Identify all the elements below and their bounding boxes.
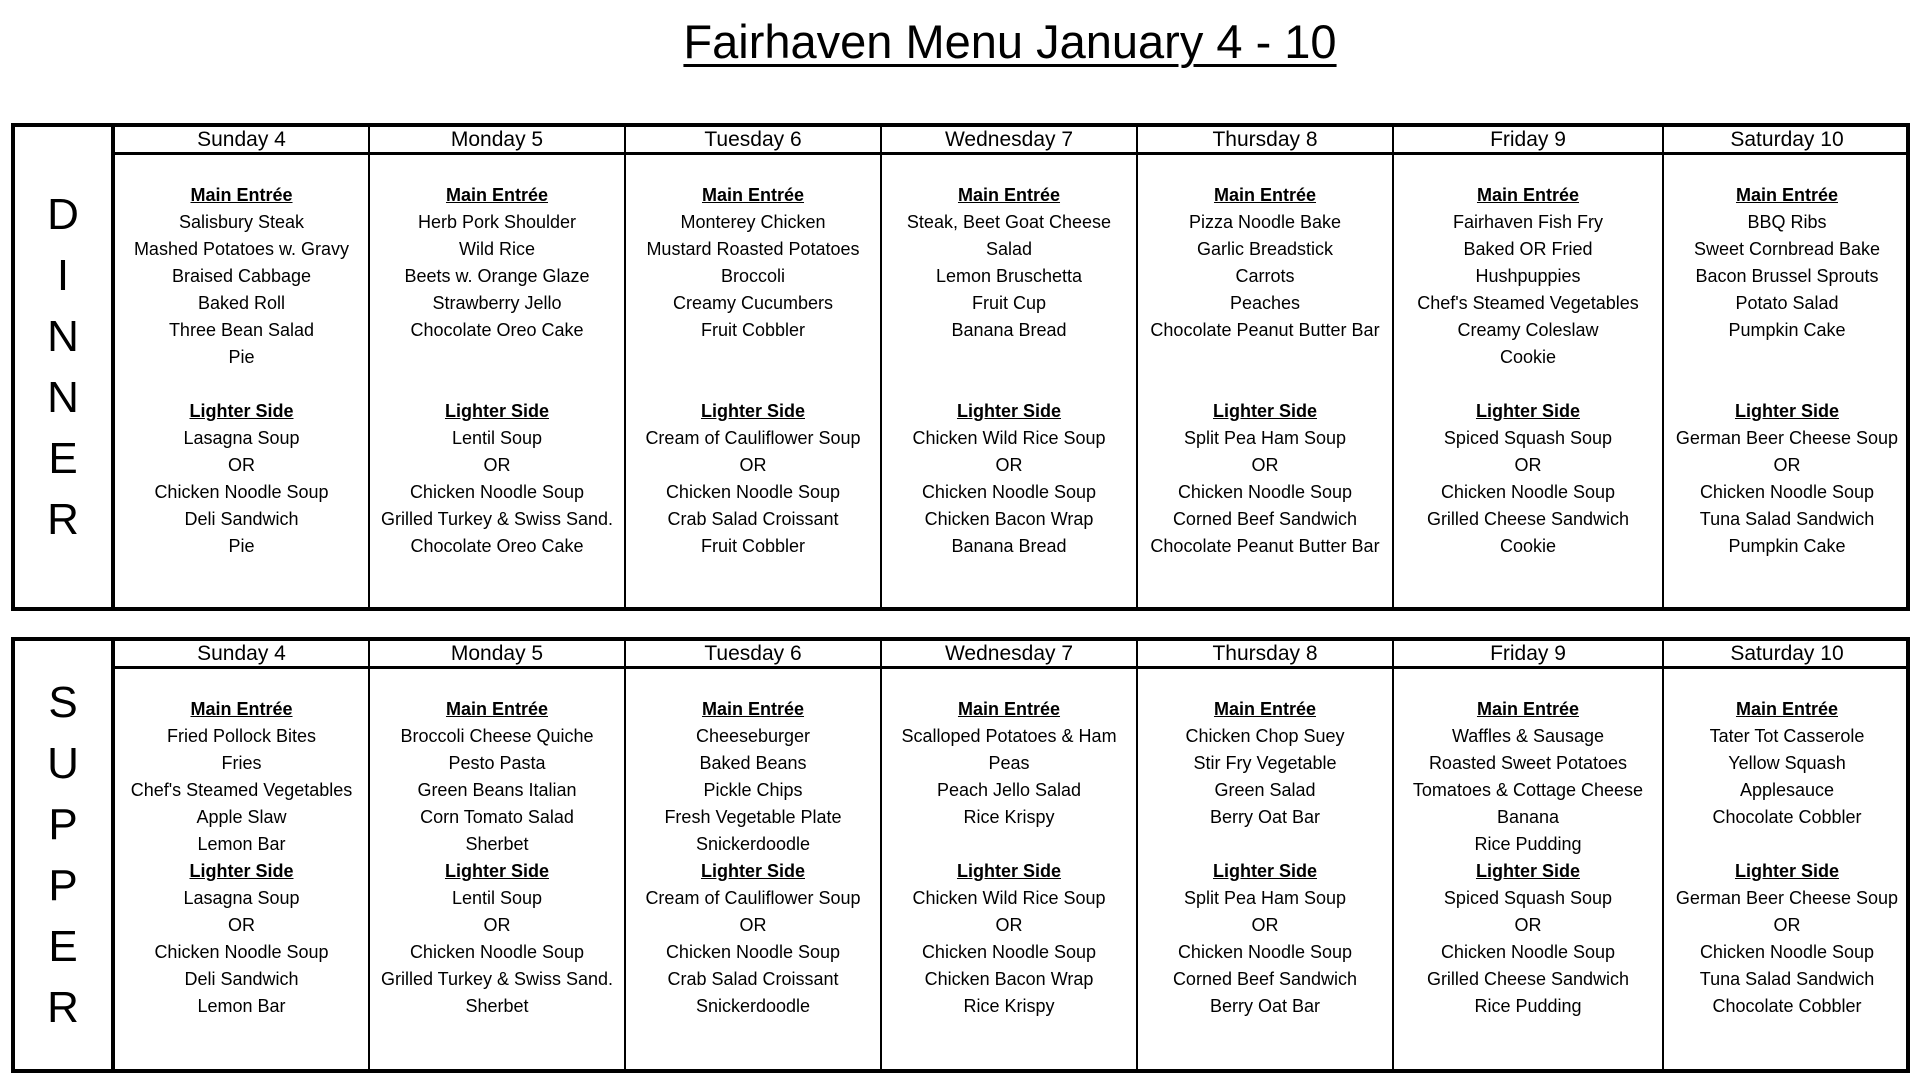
menu-item: Rice Krispy <box>963 807 1055 827</box>
side-label-letter: P <box>48 800 78 849</box>
day-column <box>882 641 1138 1069</box>
day-header: Monday 5 <box>370 641 624 669</box>
menu-item: German Beer Cheese Soup <box>1675 428 1899 448</box>
lighter-side-block <box>1664 398 1910 560</box>
lighter-side-block <box>1394 858 1662 1020</box>
day-menu <box>1664 669 1910 1020</box>
menu-item: Stir Fry Vegetable <box>1193 753 1337 773</box>
menu-item: Green Salad <box>1214 780 1316 800</box>
menu-item: Banana Bread <box>951 536 1067 556</box>
day-menu <box>882 669 1136 1020</box>
menu-item: OR <box>739 915 767 935</box>
menu-item: Fries <box>221 753 262 773</box>
main-entree-heading: Main Entrée <box>445 699 549 719</box>
supper-side-label <box>15 641 115 1069</box>
dinner-section <box>11 123 1910 611</box>
dinner-side-label <box>15 127 115 607</box>
menu-item: Pumpkin Cake <box>1728 320 1846 340</box>
menu-item: Broccoli <box>720 266 786 286</box>
menu-item: OR <box>1251 915 1279 935</box>
lighter-side-heading: Lighter Side <box>189 861 294 881</box>
day-header: Friday 9 <box>1394 641 1662 669</box>
menu-item: Mashed Potatoes w. Gravy <box>133 239 350 259</box>
menu-item: Cookie <box>1499 536 1557 556</box>
menu-item: Fresh Vegetable Plate <box>664 807 842 827</box>
day-column <box>1664 641 1910 1069</box>
menu-item: Chicken Noodle Soup <box>1699 942 1875 962</box>
lighter-side-block <box>1138 858 1392 1020</box>
main-entree-block <box>1138 182 1392 398</box>
menu-item: Salisbury Steak <box>178 212 305 232</box>
side-label-letter: N <box>47 312 79 361</box>
menu-item: Fruit Cobbler <box>700 320 806 340</box>
page-title: Fairhaven Menu January 4 - 10 <box>683 15 1337 68</box>
menu-item: Berry Oat Bar <box>1209 807 1321 827</box>
side-label-letter: R <box>47 495 79 544</box>
menu-item: Lasagna Soup <box>183 888 300 908</box>
menu-item: Sweet Cornbread Bake <box>1693 239 1881 259</box>
menu-item: Cream of Cauliflower Soup <box>645 428 861 448</box>
day-column <box>1138 127 1394 607</box>
menu-item: Chef's Steamed Vegetables <box>1417 293 1639 313</box>
main-entree-block <box>882 182 1136 398</box>
day-columns <box>115 641 1910 1069</box>
menu-item: Tater Tot Casserole <box>1709 726 1865 746</box>
menu-item: Chocolate Cobbler <box>1712 807 1862 827</box>
day-column <box>370 127 626 607</box>
menu-item: Chicken Noodle Soup <box>921 942 1097 962</box>
day-column <box>115 641 370 1069</box>
lighter-side-block <box>370 858 624 1020</box>
lighter-side-block <box>115 858 368 1020</box>
day-menu <box>370 155 624 560</box>
menu-item: Chicken Noodle Soup <box>665 942 841 962</box>
menu-item: Banana Bread <box>951 320 1067 340</box>
menu-item: Strawberry Jello <box>432 293 562 313</box>
menu-item: Grilled Turkey & Swiss Sand. <box>380 969 614 989</box>
main-entree-block <box>882 696 1136 858</box>
menu-item: Hushpuppies <box>1475 266 1581 286</box>
menu-item: Berry Oat Bar <box>1209 996 1321 1016</box>
menu-item: Sherbet <box>465 996 529 1016</box>
menu-item: Chicken Noodle Soup <box>1440 942 1616 962</box>
main-entree-heading: Main Entrée <box>701 699 805 719</box>
menu-item: Roasted Sweet Potatoes <box>1428 753 1628 773</box>
menu-item: Pickle Chips <box>703 780 803 800</box>
menu-item: Creamy Cucumbers <box>672 293 834 313</box>
day-menu <box>1138 669 1392 1020</box>
menu-item: Salad <box>985 239 1033 259</box>
menu-item: Chicken Bacon Wrap <box>924 969 1094 989</box>
main-entree-heading: Main Entrée <box>190 185 293 205</box>
day-column <box>882 127 1138 607</box>
menu-item: Snickerdoodle <box>695 834 811 854</box>
lighter-side-heading: Lighter Side <box>444 861 549 881</box>
menu-item: Lemon Bar <box>197 996 286 1016</box>
menu-item: Chicken Noodle Soup <box>409 482 585 502</box>
day-column <box>1394 127 1664 607</box>
menu-item: Spiced Squash Soup <box>1443 428 1613 448</box>
menu-item: Snickerdoodle <box>695 996 811 1016</box>
menu-item: Chicken Noodle Soup <box>665 482 841 502</box>
menu-item: Chef's Steamed Vegetables <box>130 780 353 800</box>
main-entree-block <box>1394 182 1662 398</box>
menu-item: Chocolate Peanut Butter Bar <box>1150 536 1380 556</box>
menu-item: BBQ Ribs <box>1747 212 1827 232</box>
menu-item: Potato Salad <box>1735 293 1839 313</box>
lighter-side-heading: Lighter Side <box>1734 861 1839 881</box>
main-entree-block <box>1664 696 1910 858</box>
lighter-side-block <box>115 398 368 560</box>
menu-item: Crab Salad Croissant <box>667 969 839 989</box>
lighter-side-block <box>882 858 1136 1020</box>
side-label-letter: S <box>48 678 78 727</box>
menu-item: Corned Beef Sandwich <box>1172 969 1358 989</box>
menu-item: Lentil Soup <box>451 888 543 908</box>
menu-item: OR <box>483 915 511 935</box>
day-header: Thursday 8 <box>1138 641 1392 669</box>
day-header: Saturday 10 <box>1664 641 1910 669</box>
menu-item: Chicken Noodle Soup <box>1177 482 1353 502</box>
menu-item: Cream of Cauliflower Soup <box>645 888 861 908</box>
day-header: Monday 5 <box>370 127 624 155</box>
main-entree-heading: Main Entrée <box>957 699 1061 719</box>
menu-item: Sherbet <box>465 834 529 854</box>
lighter-side-heading: Lighter Side <box>1475 861 1580 881</box>
menu-item: Cookie <box>1499 347 1557 367</box>
menu-item: Waffles & Sausage <box>1451 726 1605 746</box>
menu-item: Grilled Turkey & Swiss Sand. <box>380 509 614 529</box>
day-menu <box>1138 155 1392 560</box>
menu-item: Grilled Cheese Sandwich <box>1426 969 1630 989</box>
day-header: Tuesday 6 <box>626 127 880 155</box>
menu-item: OR <box>1773 455 1801 475</box>
menu-item: Chicken Noodle Soup <box>1177 942 1353 962</box>
day-menu <box>1394 155 1662 560</box>
menu-item: Apple Slaw <box>196 807 287 827</box>
menu-item: Chicken Noodle Soup <box>409 942 585 962</box>
day-column <box>626 127 882 607</box>
menu-item: Applesauce <box>1739 780 1835 800</box>
menu-item: Chicken Wild Rice Soup <box>912 428 1106 448</box>
menu-item: Baked Beans <box>699 753 807 773</box>
menu-item: Tuna Salad Sandwich <box>1699 509 1875 529</box>
day-menu <box>1394 669 1662 1020</box>
menu-item: Braised Cabbage <box>171 266 312 286</box>
day-header: Thursday 8 <box>1138 127 1392 155</box>
main-entree-block <box>1394 696 1662 858</box>
main-entree-heading: Main Entrée <box>1476 699 1580 719</box>
menu-item: Creamy Coleslaw <box>1457 320 1599 340</box>
menu-item: Split Pea Ham Soup <box>1183 888 1347 908</box>
main-entree-heading: Main Entrée <box>1735 185 1839 205</box>
menu-item: Broccoli Cheese Quiche <box>400 726 594 746</box>
menu-item: OR <box>1514 915 1542 935</box>
menu-item: German Beer Cheese Soup <box>1675 888 1899 908</box>
main-entree-block <box>115 696 368 858</box>
menu-item: Rice Krispy <box>963 996 1055 1016</box>
day-header: Wednesday 7 <box>882 127 1136 155</box>
menu-item: Steak, Beet Goat Cheese <box>906 212 1112 232</box>
menu-item: Monterey Chicken <box>680 212 826 232</box>
supper-section <box>11 637 1910 1073</box>
menu-item: OR <box>228 455 255 475</box>
lighter-side-block <box>370 398 624 560</box>
menu-item: Baked OR Fried <box>1463 239 1593 259</box>
menu-item: Peaches <box>1229 293 1301 313</box>
menu-item: Chicken Noodle Soup <box>1699 482 1875 502</box>
menu-item: Pie <box>228 347 255 367</box>
menu-item: Cheeseburger <box>695 726 811 746</box>
lighter-side-heading: Lighter Side <box>956 401 1061 421</box>
menu-item: Baked Roll <box>197 293 286 313</box>
menu-item: Chicken Noodle Soup <box>1440 482 1616 502</box>
lighter-side-heading: Lighter Side <box>1734 401 1839 421</box>
side-label-letter: D <box>47 190 79 239</box>
lighter-side-heading: Lighter Side <box>1475 401 1580 421</box>
lighter-side-heading: Lighter Side <box>189 401 294 421</box>
menu-item: Green Beans Italian <box>417 780 577 800</box>
menu-item: Corned Beef Sandwich <box>1172 509 1358 529</box>
menu-item: Grilled Cheese Sandwich <box>1426 509 1630 529</box>
menu-item: Scalloped Potatoes & Ham <box>901 726 1117 746</box>
menu-item: Garlic Breadstick <box>1196 239 1334 259</box>
menu-item: Chocolate Oreo Cake <box>410 320 584 340</box>
menu-item: Lentil Soup <box>451 428 543 448</box>
side-label-letter: E <box>48 434 78 483</box>
day-column <box>626 641 882 1069</box>
menu-item: Pizza Noodle Bake <box>1188 212 1342 232</box>
menu-item: Corn Tomato Salad <box>420 807 574 827</box>
menu-item: Chicken Bacon Wrap <box>924 509 1094 529</box>
day-column <box>1664 127 1910 607</box>
menu-item: Pumpkin Cake <box>1728 536 1846 556</box>
main-entree-heading: Main Entrée <box>957 185 1061 205</box>
menu-item: OR <box>739 455 767 475</box>
lighter-side-heading: Lighter Side <box>1212 401 1317 421</box>
menu-item: Bacon Brussel Sprouts <box>1695 266 1879 286</box>
menu-item: OR <box>1251 455 1279 475</box>
main-entree-heading: Main Entrée <box>1213 185 1317 205</box>
menu-item: Peas <box>988 753 1030 773</box>
main-entree-block <box>115 182 368 398</box>
day-menu <box>626 155 880 560</box>
main-entree-block <box>626 182 880 398</box>
day-header: Sunday 4 <box>115 127 368 155</box>
lighter-side-block <box>1394 398 1662 560</box>
menu-item: OR <box>995 915 1023 935</box>
menu-item: Chicken Noodle Soup <box>154 482 329 502</box>
side-label-letter: P <box>48 861 78 910</box>
lighter-side-heading: Lighter Side <box>700 861 805 881</box>
menu-item: Deli Sandwich <box>184 509 299 529</box>
day-column <box>370 641 626 1069</box>
menu-item: Fruit Cobbler <box>700 536 806 556</box>
menu-item: Three Bean Salad <box>168 320 315 340</box>
menu-item: Banana <box>1496 807 1560 827</box>
main-entree-block <box>1138 696 1392 858</box>
main-entree-block <box>626 696 880 858</box>
menu-item: Spiced Squash Soup <box>1443 888 1613 908</box>
side-label-letter: U <box>47 739 79 788</box>
menu-item: Lemon Bruschetta <box>935 266 1083 286</box>
day-menu <box>115 155 368 560</box>
day-column <box>115 127 370 607</box>
main-entree-block <box>370 182 624 398</box>
menu-item: Deli Sandwich <box>184 969 299 989</box>
menu-item: Pesto Pasta <box>448 753 546 773</box>
day-menu <box>370 669 624 1020</box>
menu-item: Chicken Noodle Soup <box>921 482 1097 502</box>
day-columns <box>115 127 1910 607</box>
menu-item: Chocolate Peanut Butter Bar <box>1150 320 1380 340</box>
menu-item: Fruit Cup <box>971 293 1047 313</box>
lighter-side-heading: Lighter Side <box>1212 861 1317 881</box>
lighter-side-block <box>1138 398 1392 560</box>
menu-item: OR <box>995 455 1023 475</box>
menu-item: Chicken Noodle Soup <box>154 942 329 962</box>
lighter-side-block <box>1664 858 1910 1020</box>
menu-item: Pie <box>228 536 255 556</box>
side-label-letter: I <box>56 251 70 300</box>
lighter-side-heading: Lighter Side <box>444 401 549 421</box>
day-header: Wednesday 7 <box>882 641 1136 669</box>
lighter-side-heading: Lighter Side <box>700 401 805 421</box>
menu-item: Lemon Bar <box>197 834 286 854</box>
day-menu <box>1664 155 1910 560</box>
side-label-letter: E <box>48 922 78 971</box>
main-entree-block <box>1664 182 1910 398</box>
main-entree-heading: Main Entrée <box>1213 699 1317 719</box>
main-entree-heading: Main Entrée <box>190 699 293 719</box>
main-entree-heading: Main Entrée <box>445 185 549 205</box>
menu-item: Yellow Squash <box>1728 753 1846 773</box>
menu-item: Carrots <box>1235 266 1295 286</box>
menu-item: Fried Pollock Bites <box>166 726 317 746</box>
side-label-letter: N <box>47 373 79 422</box>
menu-item: Chicken Wild Rice Soup <box>912 888 1106 908</box>
day-column <box>1394 641 1664 1069</box>
menu-item: OR <box>1514 455 1542 475</box>
menu-item: Split Pea Ham Soup <box>1183 428 1347 448</box>
menu-item: Crab Salad Croissant <box>667 509 839 529</box>
menu-item: Tuna Salad Sandwich <box>1699 969 1875 989</box>
lighter-side-block <box>626 398 880 560</box>
menu-item: Rice Pudding <box>1474 996 1582 1016</box>
main-entree-heading: Main Entrée <box>701 185 805 205</box>
menu-item: Beets w. Orange Glaze <box>404 266 590 286</box>
main-entree-block <box>370 696 624 858</box>
day-column <box>1138 641 1394 1069</box>
day-header: Sunday 4 <box>115 641 368 669</box>
menu-item: OR <box>228 915 255 935</box>
side-label-letter: R <box>47 983 79 1032</box>
menu-item: Fairhaven Fish Fry <box>1452 212 1604 232</box>
menu-item: Chicken Chop Suey <box>1185 726 1345 746</box>
menu-item: OR <box>483 455 511 475</box>
menu-item: Herb Pork Shoulder <box>417 212 577 232</box>
menu-item: Tomatoes & Cottage Cheese <box>1412 780 1644 800</box>
menu-item: Rice Pudding <box>1474 834 1582 854</box>
menu-item: Chocolate Oreo Cake <box>410 536 584 556</box>
menu-item: Chocolate Cobbler <box>1712 996 1862 1016</box>
day-header: Tuesday 6 <box>626 641 880 669</box>
day-menu <box>115 669 368 1020</box>
main-entree-heading: Main Entrée <box>1476 185 1580 205</box>
lighter-side-block <box>626 858 880 1020</box>
menu-item: Lasagna Soup <box>183 428 300 448</box>
lighter-side-block <box>882 398 1136 560</box>
menu-item: Peach Jello Salad <box>936 780 1082 800</box>
menu-item: Wild Rice <box>458 239 535 259</box>
day-header: Saturday 10 <box>1664 127 1910 155</box>
menu-item: OR <box>1773 915 1801 935</box>
day-header: Friday 9 <box>1394 127 1662 155</box>
day-menu <box>882 155 1136 560</box>
main-entree-heading: Main Entrée <box>1735 699 1839 719</box>
menu-item: Mustard Roasted Potatoes <box>646 239 860 259</box>
lighter-side-heading: Lighter Side <box>956 861 1061 881</box>
day-menu <box>626 669 880 1020</box>
